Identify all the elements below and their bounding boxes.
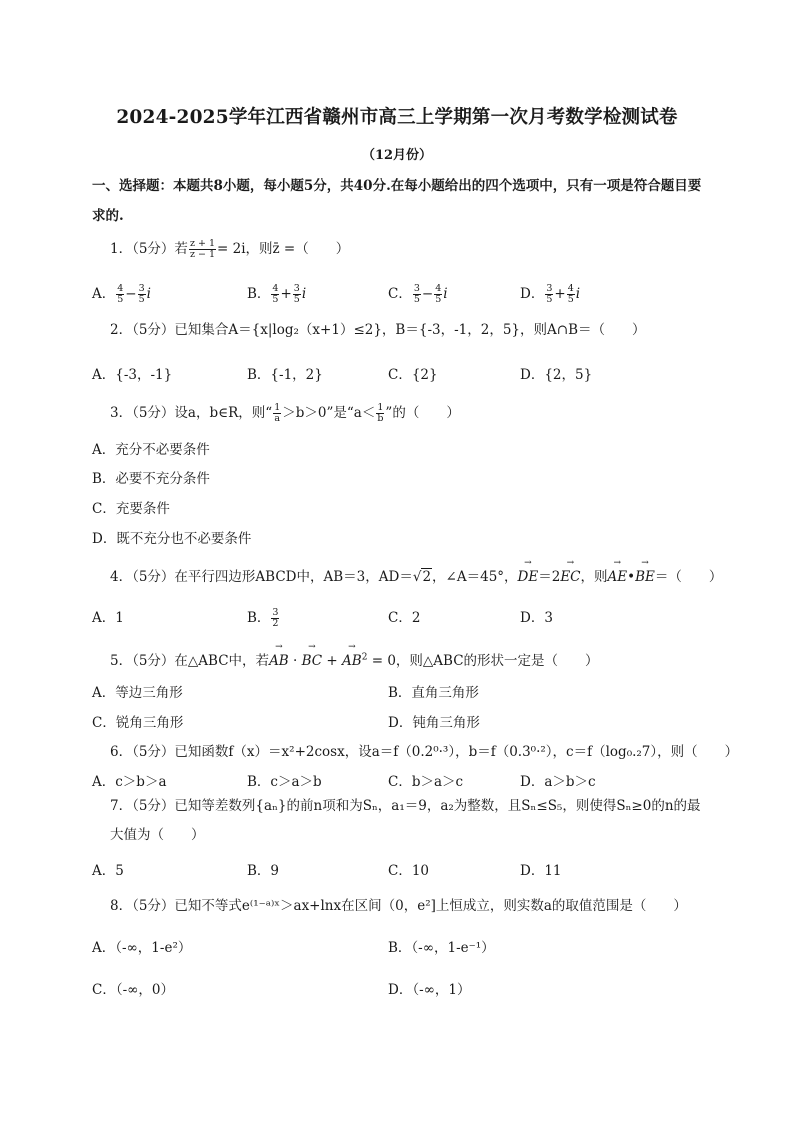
num: 1: [274, 402, 281, 413]
q4-option-d[interactable]: D．3: [520, 610, 553, 626]
num: 1: [377, 402, 384, 413]
q3-stem-pre: 3．（5分）设a，b∈R，则“: [110, 405, 273, 421]
vector-bc: → BC: [302, 653, 323, 669]
frac: [413, 284, 421, 305]
num: 3: [138, 283, 145, 294]
sign: +: [280, 286, 292, 302]
q1-option-d[interactable]: [520, 282, 580, 305]
num: 4: [272, 283, 279, 294]
q4-then: ，则: [580, 569, 608, 585]
q5-stem-post: = 0，则△ABC的形状一定是（ ）: [367, 653, 599, 669]
q3-option-a[interactable]: A．充分不必要条件: [92, 442, 210, 458]
q3-frac-2: [376, 403, 384, 424]
frac: [545, 284, 553, 305]
num: 4: [567, 283, 574, 294]
q8-option-b[interactable]: B．（-∞，1-e⁻¹）: [388, 940, 495, 956]
q3-option-c[interactable]: C．充要条件: [92, 501, 170, 517]
q1-option-a[interactable]: [92, 282, 151, 305]
q6-option-b[interactable]: B．c＞a＞b: [247, 774, 322, 790]
num: 3: [413, 283, 420, 294]
section-heading: 一、选择题：本题共8小题，每小题5分，共40分.在每小题给出的四个选项中，只有一项是符合题目要求的.: [92, 178, 702, 224]
vector-ae: → AE: [608, 569, 628, 585]
q8-option-a[interactable]: A．（-∞，1-e²）: [92, 940, 192, 956]
num: 3: [293, 283, 300, 294]
frac: [271, 284, 279, 305]
frac: [116, 284, 124, 305]
q4-option-a[interactable]: A．1: [92, 610, 124, 626]
num: 3: [546, 283, 553, 294]
q1-stem-post: = 2i，则z̄ =（ ）: [217, 241, 350, 257]
den: a: [274, 413, 281, 424]
q6-option-d[interactable]: D．a＞b＞c: [520, 774, 596, 790]
imag-unit: i: [575, 286, 581, 302]
q3-option-d[interactable]: D．既不充分也不必要条件: [92, 531, 252, 547]
num: 4: [435, 283, 442, 294]
q2-option-b[interactable]: B．{-1，2}: [247, 367, 323, 383]
q4-stem-post: ＝（ ）: [654, 569, 723, 585]
dot-operator: •: [627, 569, 636, 585]
q7-option-a[interactable]: A．5: [92, 863, 124, 879]
q4-option-b[interactable]: [247, 606, 280, 629]
num: 4: [117, 283, 124, 294]
vector-de: → DE: [518, 569, 539, 585]
den: 5: [293, 294, 300, 305]
question-7: 7．（5分）已知等差数列{aₙ}的前n项和为Sₙ，a₁＝9，a₂为整数，且Sₙ≤S₅，则使得Sₙ≥0的n的最大值为（ ）: [110, 798, 701, 843]
q2-option-c[interactable]: C．{2}: [388, 367, 438, 383]
frac: [138, 284, 146, 305]
question-3: [110, 401, 460, 424]
den: b: [377, 413, 384, 424]
q8-option-c[interactable]: C．（-∞，0）: [92, 982, 174, 998]
imag-unit: i: [443, 286, 448, 302]
plus-operator: +: [322, 653, 343, 669]
option-label: B．: [247, 286, 271, 302]
q1-stem-pre: 1．（5分）若: [110, 241, 188, 257]
q1-option-b[interactable]: [247, 282, 306, 305]
question-6: 6．（5分）已知函数f（x）＝x²+2cosx，设a＝f（0.2⁰·³），b＝f（0.3⁰·²），c＝f（log₀.₂7），则（ ）: [110, 744, 739, 760]
option-label: D．: [520, 286, 545, 302]
q5-option-c[interactable]: C．锐角三角形: [92, 715, 184, 731]
frac: [293, 284, 301, 305]
q1-frac-den: z − 1: [189, 249, 215, 260]
den: 5: [435, 294, 442, 305]
q8-option-d[interactable]: D．（-∞，1）: [388, 982, 471, 998]
frac: [567, 284, 575, 305]
sqrt-radicand: 2: [422, 569, 432, 585]
q2-option-d[interactable]: D．{2，5}: [520, 367, 593, 383]
q3-stem-mid: ＞b＞0”是“a＜: [282, 405, 376, 421]
option-label: A．: [92, 286, 116, 302]
imag-unit: i: [301, 286, 307, 302]
question-2: 2．（5分）已知集合A＝{x|log₂（x+1）≤2}，B＝{-3，-1，2，5}，则A∩B＝（ ）: [110, 322, 646, 338]
q7-option-b[interactable]: B．9: [247, 863, 280, 879]
exponent: 2: [361, 652, 368, 663]
q1-option-c[interactable]: [388, 282, 448, 305]
vector-be: → BE: [635, 569, 655, 585]
q4-option-c[interactable]: C．2: [388, 610, 421, 626]
den: 2: [272, 618, 279, 629]
den: 5: [117, 294, 124, 305]
q4-stem-mid: ，∠A＝45°，: [432, 569, 518, 585]
vector-ab: → AB: [269, 653, 289, 669]
num: 3: [272, 607, 279, 618]
q5-option-b[interactable]: B．直角三角形: [388, 685, 479, 701]
option-label: C．: [388, 286, 412, 302]
q3-option-b[interactable]: B．必要不充分条件: [92, 471, 210, 487]
exam-subtitle: （12月份）: [361, 148, 433, 163]
den: 5: [272, 294, 279, 305]
q3-stem-post: ”的（ ）: [385, 405, 460, 421]
option-label: B．: [247, 610, 271, 626]
q1-frac-num: z + 1: [189, 238, 215, 249]
question-4: 4．（5分）在平行四边形ABCD中，AB＝3，AD＝√2，∠A＝45°，→ DE＝2→ EC，则→ AE•→ BE＝（ ）: [110, 565, 722, 585]
sign: +: [554, 286, 566, 302]
q4-eq: ＝2: [538, 569, 561, 585]
question-1: [110, 237, 349, 260]
vector-ec: → EC: [560, 569, 580, 585]
q7-option-d[interactable]: D．11: [520, 863, 562, 879]
q5-option-a[interactable]: A．等边三角形: [92, 685, 183, 701]
sign: −: [125, 286, 137, 302]
den: 5: [138, 294, 145, 305]
q3-frac-1: [273, 403, 281, 424]
frac: [271, 608, 279, 629]
question-8: 8．（5分）已知不等式e⁽¹⁻ᵃ⁾ˣ＞ax+lnx在区间（0，e²]上恒成立，则实数a的取值范围是（ ）: [110, 898, 687, 914]
q1-fraction: [189, 239, 216, 260]
q4-stem-pre: 4．（5分）在平行四边形ABCD中，AB＝3，AD＝: [110, 569, 413, 585]
den: 5: [413, 294, 420, 305]
q5-option-d[interactable]: D．钝角三角形: [388, 715, 480, 731]
frac: [434, 284, 442, 305]
sign: −: [421, 286, 434, 302]
imag-unit: i: [146, 286, 151, 302]
vector-ab: → AB: [342, 653, 362, 669]
q6-option-c[interactable]: C．b＞a＞c: [388, 774, 464, 790]
q2-option-a[interactable]: A．{-3，-1}: [92, 367, 173, 383]
question-5: [110, 649, 599, 669]
q7-option-c[interactable]: C．10: [388, 863, 430, 879]
exam-title: 2024-2025学年江西省赣州市高三上学期第一次月考数学检测试卷: [116, 107, 678, 128]
den: 5: [567, 294, 574, 305]
den: 5: [546, 294, 553, 305]
dot-operator: ·: [288, 653, 302, 669]
q6-option-a[interactable]: A．c＞b＞a: [92, 774, 167, 790]
q5-stem-pre: 5．（5分）在△ABC中，若: [110, 653, 270, 669]
